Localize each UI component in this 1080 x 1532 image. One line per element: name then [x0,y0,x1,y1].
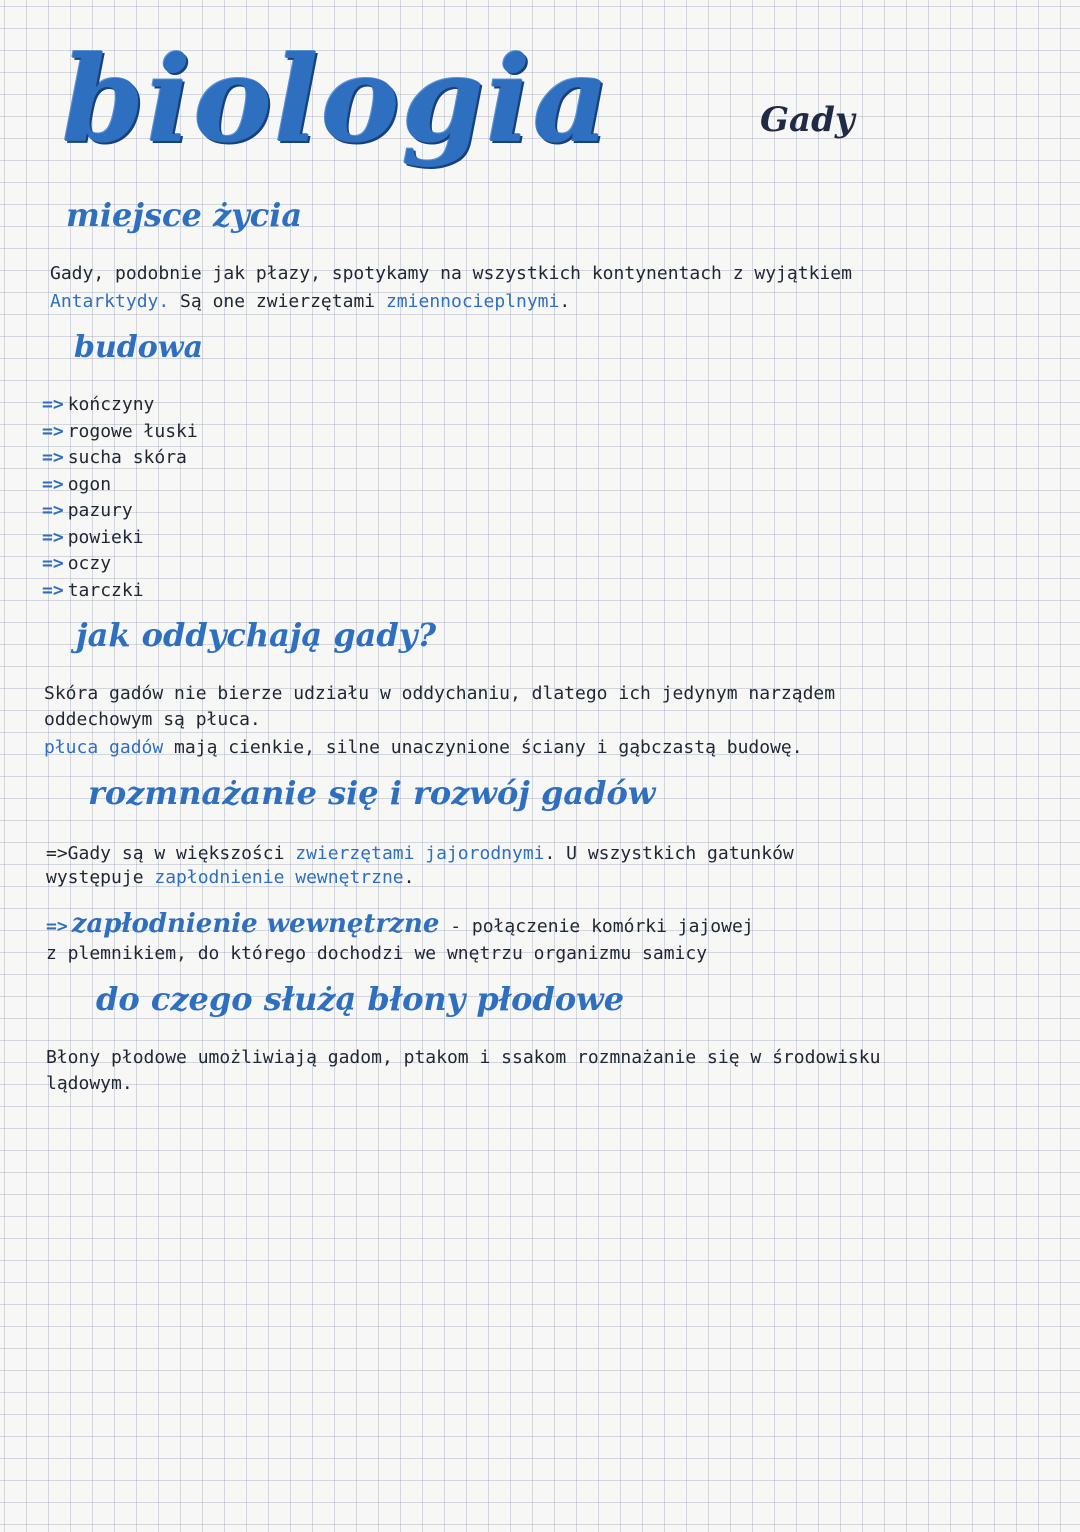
list-item [42,525,198,552]
arrow-icon: => [42,420,64,442]
reproduction-line-1-b: . U wszystkich gatunków [544,843,794,864]
reproduction-line-2-b: . [403,867,415,888]
list-item [42,472,198,499]
habitat-line-2-rest: Są one zwierzętami [169,291,386,312]
definition-line-1 [46,908,754,943]
list-item-text: powieki [67,526,144,548]
habitat-line-2-end: . [559,291,571,312]
heading-membranes: do czego służą błony płodowe [96,980,625,1018]
heading-breathing: jak oddychają gady? [76,616,437,654]
arrow-icon: => [42,394,64,415]
membranes-line-1: Błony płodowe umożliwiają gadom, ptakom i ssakom rozmnażanie się w środowisku [46,1047,881,1068]
breathing-line-1: Skóra gadów nie bierze udziału w oddychaniu, dlatego ich jedynym narządem [44,683,836,704]
reproduction-term-oviparous: zwierzętami jajorodnymi [295,843,545,864]
topic-label: Gady [760,100,855,140]
reproduction-line-2 [46,866,414,890]
habitat-line-1: Gady, podobnie jak płazy, spotykamy na wszystkich kontynentach z wyjątkiem [50,263,852,284]
heading-structure: budowa [74,330,204,365]
arrow-icon: => [42,473,64,495]
list-item [42,551,198,578]
list-item-text: tarczki [67,579,144,601]
list-item-text: kończyny [67,394,155,415]
reproduction-term-internal: zapłodnienie wewnętrzne [154,867,404,888]
heading-habitat: miejsce życia [66,196,303,234]
reproduction-line-2-a: występuje [46,867,155,888]
breathing-line-3-rest: mają cienkie, silne unaczynione ściany i gąbczastą budowę. [163,737,803,758]
list-item [42,498,198,525]
definition-term: zapłodnienie wewnętrzne [71,909,440,939]
arrow-icon: => [42,553,64,574]
structure-list [42,392,198,604]
reproduction-line-1 [46,842,794,866]
arrow-icon: => [42,579,64,601]
list-item [42,419,198,446]
breathing-line-2: oddechowym są płuca. [44,709,261,730]
list-item-text: rogowe łuski [67,420,198,442]
habitat-term: zmiennocieplnymi [385,291,560,312]
habitat-line-2 [50,290,570,314]
habitat-antarctica: Antarktydy. [50,291,170,312]
definition-line-2: z plemnikiem, do którego dochodzi we wnętrzu organizmu samicy [46,943,708,964]
list-item-text: oczy [67,553,112,574]
list-item-text: pazury [67,500,133,521]
membranes-line-2: lądowym. [46,1073,133,1094]
list-item-text: ogon [67,473,112,495]
breathing-lungs: płuca gadów [44,737,164,758]
list-item [42,578,198,605]
arrow-icon: => [42,500,64,521]
arrow-icon: => [42,526,64,548]
page-title: biologia [62,30,612,169]
definition-rest: - połączenie komórki jajowej [439,916,754,937]
arrow-icon: => [46,916,68,937]
reproduction-line-1-a: =>Gady są w większości [46,843,296,864]
list-item-text: sucha skóra [67,447,187,468]
heading-reproduction: rozmnażanie się i rozwój gadów [88,774,656,812]
list-item [42,445,198,472]
breathing-line-3 [44,736,803,760]
arrow-icon: => [42,447,64,468]
list-item [42,392,198,419]
